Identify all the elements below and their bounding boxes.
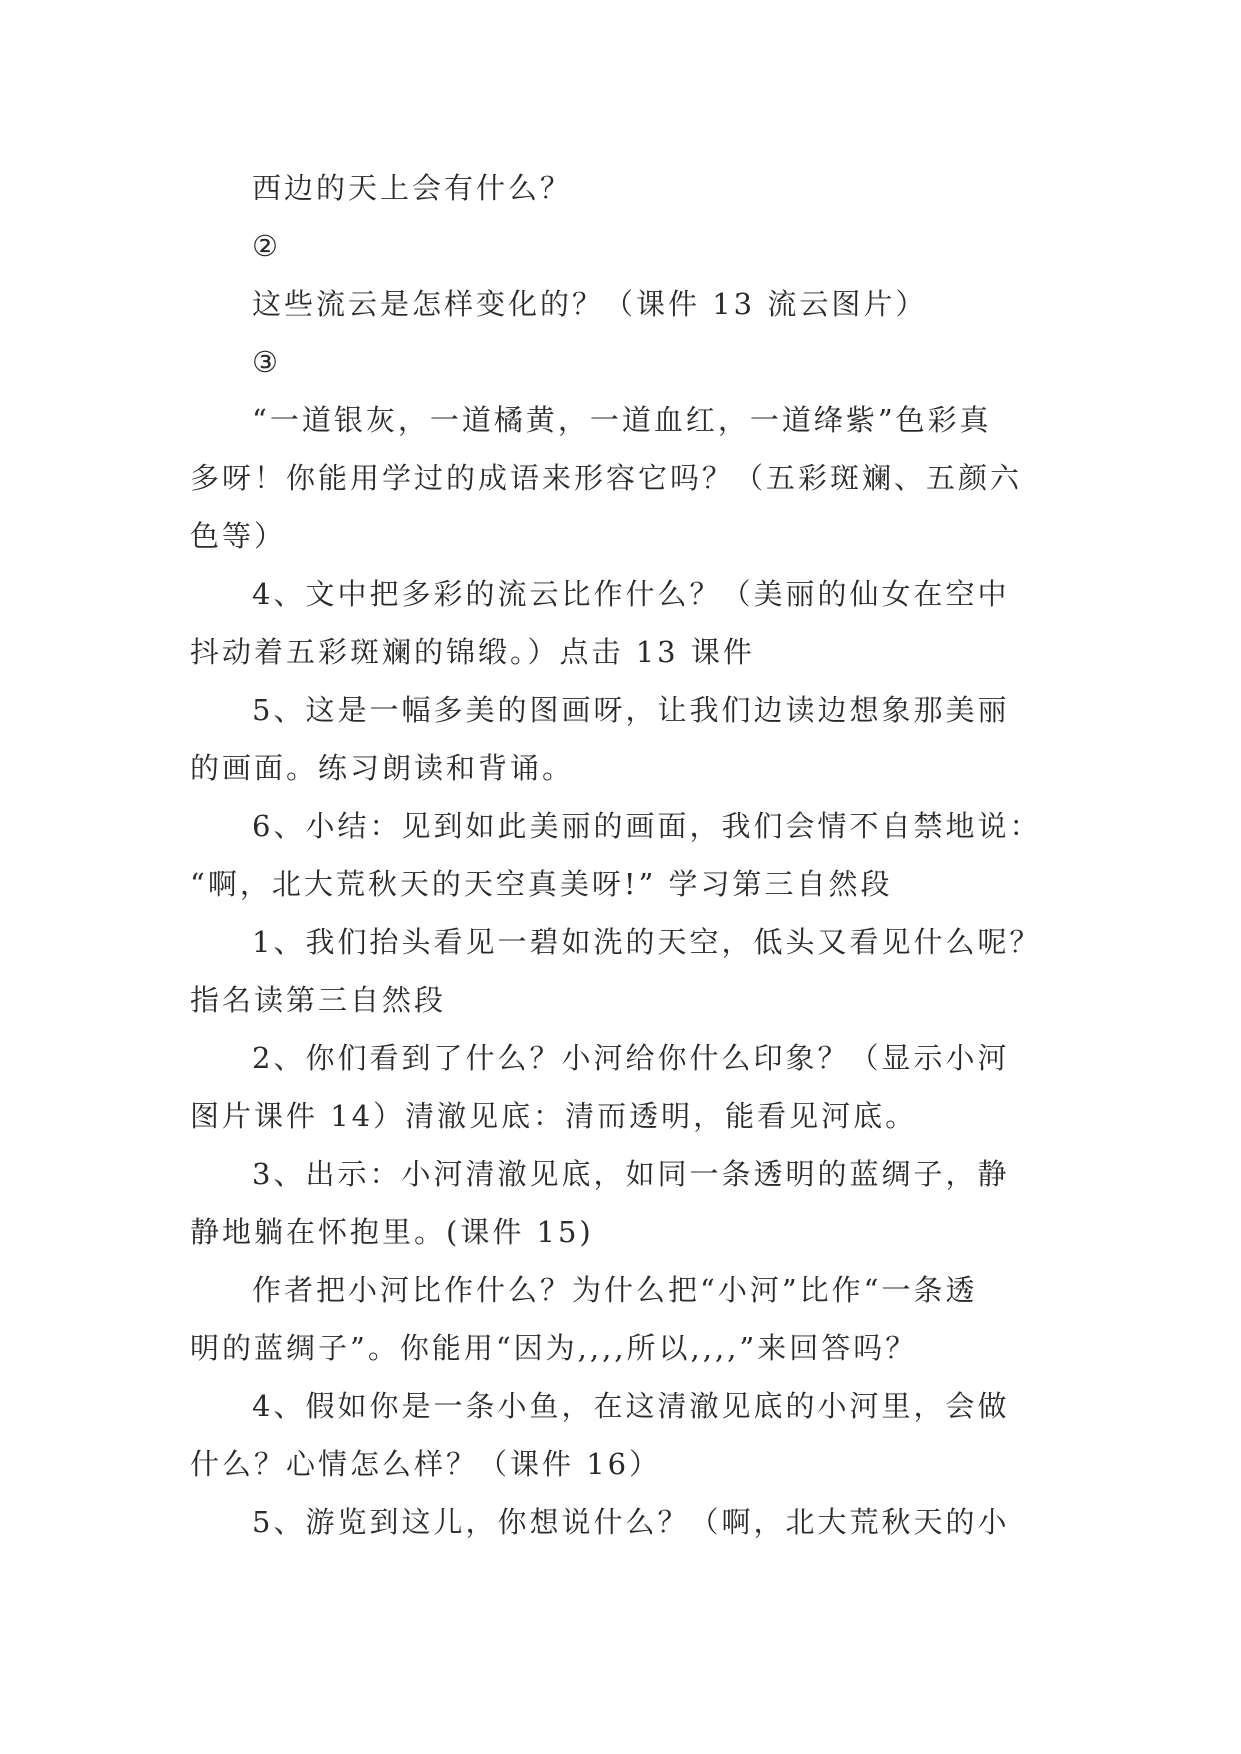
text-line: 图片课件 14）清澈见底：清而透明，能看见河底。 <box>190 1099 918 1133</box>
circled-number-2: ② <box>252 229 281 263</box>
text-line: 指名读第三自然段 <box>190 983 447 1017</box>
text-line: 5、这是一幅多美的图画呀，让我们边读边想象那美丽 <box>252 693 1010 727</box>
text-line: 作者把小河比作什么？为什么把“小河”比作“一条透 <box>252 1273 978 1307</box>
text-line: 抖动着五彩斑斓的锦缎。）点击 13 课件 <box>190 635 755 669</box>
text-line: “一道银灰，一道橘黄，一道血红，一道绛紫”色彩真 <box>252 403 992 437</box>
text-line: 色等） <box>190 519 287 553</box>
text-line: 2、你们看到了什么？小河给你什么印象？（显示小河 <box>252 1041 1010 1075</box>
text-line: 明的蓝绸子”。你能用“因为,,,,所以,,,,”来回答吗？ <box>190 1331 918 1365</box>
text-line: 西边的天上会有什么？ <box>252 171 573 205</box>
text-line: 静地躺在怀抱里。(课件 15) <box>190 1215 594 1249</box>
text-line: 这些流云是怎样变化的？（课件 13 流云图片） <box>252 287 928 321</box>
text-line: 6、小结：见到如此美丽的画面，我们会情不自禁地说： <box>252 809 1042 843</box>
text-line: 的画面。练习朗读和背诵。 <box>190 751 575 785</box>
text-line: “啊，北大荒秋天的天空真美呀!” 学习第三自然段 <box>190 867 893 901</box>
text-line: 1、我们抬头看见一碧如洗的天空，低头又看见什么呢？ <box>252 925 1042 959</box>
text-line: 5、游览到这儿，你想说什么？（啊，北大荒秋天的小 <box>252 1505 1010 1539</box>
text-line: 3、出示：小河清澈见底，如同一条透明的蓝绸子，静 <box>252 1157 1010 1191</box>
circled-number-3: ③ <box>252 345 281 379</box>
text-line: 4、假如你是一条小鱼，在这清澈见底的小河里，会做 <box>252 1389 1010 1423</box>
text-line: 4、文中把多彩的流云比作什么？（美丽的仙女在空中 <box>252 577 1010 611</box>
text-line: 多呀！你能用学过的成语来形容它吗？（五彩斑斓、五颜六 <box>190 461 1023 495</box>
text-line: 什么？心情怎么样？（课件 16） <box>190 1447 662 1481</box>
